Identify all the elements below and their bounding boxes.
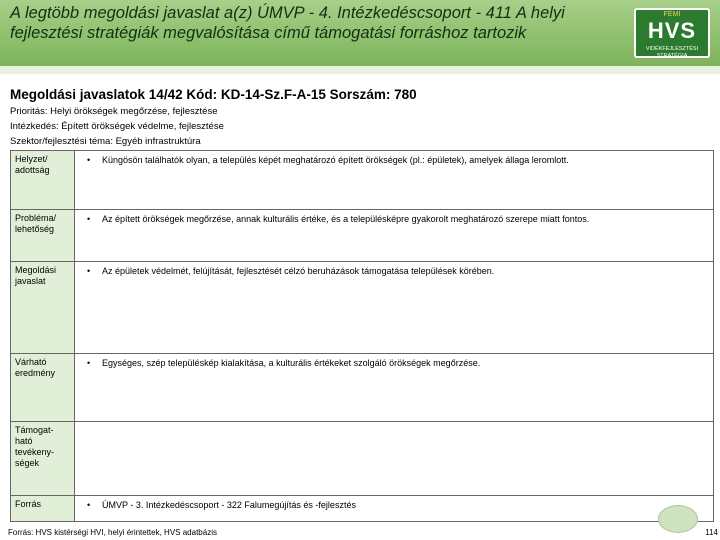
bullet-icon: •	[87, 500, 91, 510]
row-content	[79, 354, 713, 421]
page-number: 114	[705, 528, 718, 537]
bullet-icon: •	[87, 214, 91, 224]
logo-text: HVS	[647, 18, 697, 43]
page-title: Megoldási javaslatok 14/42 Kód: KD-14-Sz.F-A-15 Sorszám: 780	[10, 87, 417, 102]
row-label: Megoldási javaslat	[11, 262, 75, 353]
meta-intezkedes: Intézkedés: Épített örökségek védelme, fejlesztése	[10, 121, 224, 132]
row-label: Várható eredmény	[11, 354, 75, 421]
row-label: Helyzet/ adottság	[11, 151, 75, 209]
footer-emblem-icon	[658, 505, 698, 533]
table-row-tevekenysegek	[11, 421, 713, 495]
table-row-forras	[11, 495, 713, 521]
row-content	[79, 262, 713, 353]
bullet-icon: •	[87, 155, 91, 165]
row-text: Küngösön találhatók olyan, a település képét meghatározó épített örökségek (pl.: épületek), amelyek állaga leromlott.	[102, 155, 569, 165]
table-row-eredmeny	[11, 353, 713, 421]
hvs-logo	[634, 8, 710, 58]
row-content	[79, 496, 713, 521]
solution-table	[10, 150, 714, 522]
row-content	[79, 422, 713, 495]
row-text: Az épített örökségek megőrzése, annak kulturális értéke, és a településképre gyakorolt meghatározó szerepe miatt fontos.	[102, 214, 590, 224]
logo-subtext: VIDÉKFEJLESZTÉSI STRATÉGIA	[645, 46, 699, 59]
header-banner	[0, 0, 720, 66]
row-text: Egységes, szép településkép kialakítása, a kulturális értékeket szolgáló örökségek megőrzése.	[102, 358, 481, 368]
row-text: ÚMVP - 3. Intézkedéscsoport - 322 Falumegújítás és -fejlesztés	[102, 500, 356, 510]
row-label: Probléma/ lehetőség	[11, 210, 75, 261]
table-row-helyzet	[11, 151, 713, 209]
table-row-megoldas	[11, 261, 713, 353]
bullet-icon: •	[87, 266, 91, 276]
row-content	[79, 151, 713, 209]
table-row-problema	[11, 209, 713, 261]
logo-small-text: FEMI	[663, 11, 681, 18]
meta-prioritas: Prioritás: Helyi örökségek megőrzése, fejlesztése	[10, 106, 218, 117]
row-label: Támogat-ható tevékeny-ségek	[11, 422, 75, 495]
row-text: Az épületek védelmét, felújítását, fejlesztését célzó beruházások támogatása települések körében.	[102, 266, 495, 276]
footer-source: Forrás: HVS kistérségi HVI, helyi érintettek, HVS adatbázis	[8, 528, 217, 537]
row-label: Forrás	[11, 496, 75, 521]
header-title: A legtöbb megoldási javaslat a(z) ÚMVP - 4. Intézkedéscsoport - 411 A helyi fejlesztési stratégiák megvalósítása című támogatási forráshoz tartozik	[10, 4, 565, 42]
row-content	[79, 210, 713, 261]
bullet-icon: •	[87, 358, 91, 368]
header-divider	[0, 66, 720, 74]
meta-szektor: Szektor/fejlesztési téma: Egyéb infrastruktúra	[10, 136, 201, 147]
